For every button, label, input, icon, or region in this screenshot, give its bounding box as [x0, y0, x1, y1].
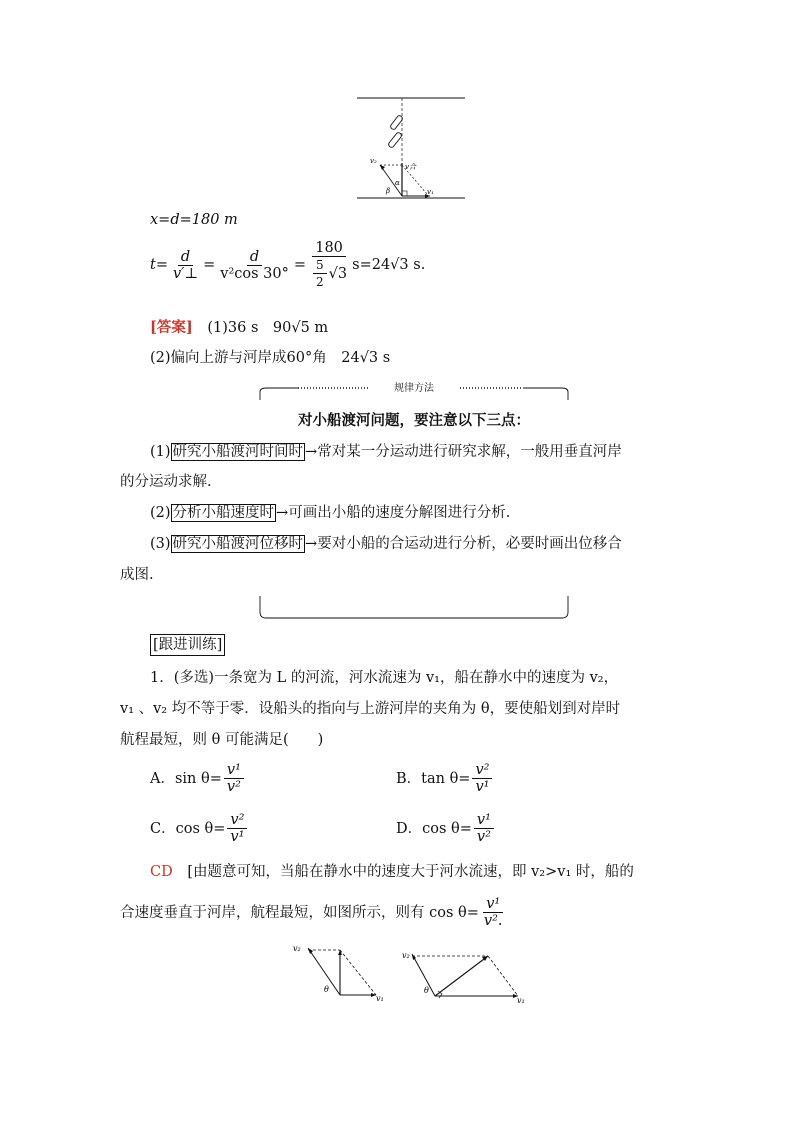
frac3-num: 180 [312, 240, 346, 257]
option-b-den: v¹ [475, 779, 490, 795]
fig1-beta-label: β [386, 187, 391, 195]
answer-line-2: (2)偏向上游与河岸成60°角 24√3 s [150, 350, 391, 366]
x-equation: x=d=180 m [150, 212, 238, 228]
rule-item1-prefix: (1) [150, 444, 171, 460]
option-d-num: v¹ [474, 812, 494, 829]
option-c-label: C．cos θ= [150, 820, 226, 837]
practice-tag: [跟进训练] [150, 634, 225, 656]
frac3-root: √3 [328, 265, 348, 282]
option-d-label: D．cos θ= [396, 820, 472, 837]
rule-item3-key: 研究小船渡河位移时 [172, 536, 304, 552]
fig1-alpha-label: α [395, 179, 400, 187]
option-b[interactable] [396, 762, 494, 795]
solution-frac [481, 896, 506, 929]
frac3-den [308, 257, 350, 290]
fig-left-v2: v₂ [293, 944, 301, 953]
eq-sign-1: = [203, 257, 216, 273]
rule-item-1-cont: 的分运动求解. [120, 474, 212, 490]
frac2-num: d [247, 249, 262, 266]
t-prefix: t= [150, 257, 168, 273]
rule-item2-key: 分析小船速度时 [172, 505, 275, 521]
fig1-v2-label: v₂ [370, 157, 377, 165]
option-a[interactable] [150, 762, 246, 795]
question-line-3: 航程最短，则 θ 可能满足( ) [120, 732, 324, 748]
fraction-180 [308, 240, 350, 290]
option-c-den: v¹ [230, 829, 245, 845]
t-equation [150, 240, 425, 290]
fraction-d-over-vcos [217, 249, 292, 282]
rule-header: 规律方法 [394, 383, 434, 394]
fraction-d-over-vperp [170, 249, 201, 282]
rule-item1-key: 研究小船渡河时间时 [172, 444, 304, 460]
solution-figure-left [290, 942, 390, 1004]
solution-frac-num: v¹ [483, 896, 503, 913]
solution-text-1: [由题意可知，当船在静水中的速度大于河水流速，即 v₂>v₁ 时，船的 [187, 864, 634, 880]
rule-item-1 [150, 442, 622, 462]
fig1-v1-label: v₁ [427, 188, 434, 196]
option-d[interactable] [396, 812, 496, 845]
solution-text-2: 合速度垂直于河岸，航程最短，如图所示，则有 cos θ= [120, 904, 479, 921]
solution-frac-den: v². [483, 913, 503, 929]
fig-left-theta: θ [324, 985, 329, 994]
option-a-den: v² [226, 779, 241, 795]
fig1-vhe-label: v合 [405, 163, 416, 171]
frac3-inner-num: 5 [313, 257, 327, 274]
frac3-inner-den: 2 [316, 275, 324, 289]
answer-part1: (1)36 s 90√5 m [207, 320, 329, 336]
option-b-num: v² [472, 762, 492, 779]
frac1-den: v′⊥ [172, 265, 199, 282]
eq-sign-2: = [293, 257, 307, 273]
fig-right-v1: v₁ [517, 996, 525, 1005]
frac3-inner [313, 257, 327, 290]
solution-figure-right [400, 948, 530, 1006]
rule-item-2 [150, 503, 510, 523]
rule-item3-rest: →要对小船的合运动进行分析，必要时画出位移合 [305, 536, 622, 552]
option-c-num: v² [227, 812, 247, 829]
rule-box-bottom-border [258, 594, 570, 622]
t-tail: s=24√3 s. [352, 257, 426, 273]
option-a-frac [224, 762, 244, 795]
answer-line-1 [150, 318, 328, 338]
rule-item1-rest: →常对某一分运动进行研究求解，一般用垂直河岸 [305, 444, 622, 460]
rule-item3-prefix: (3) [150, 536, 171, 552]
question-line-1: 1．(多选)一条宽为 L 的河流，河水流速为 v₁，船在静水中的速度为 v₂， [150, 670, 619, 686]
rule-item-3-cont: 成图. [120, 567, 154, 583]
rule-title: 对小船渡河问题，要注意以下三点： [298, 412, 530, 429]
option-d-den: v² [476, 829, 491, 845]
option-b-label: B．tan θ= [396, 770, 471, 787]
solution-line-2 [120, 896, 508, 929]
rule-item2-prefix: (2) [150, 505, 171, 521]
frac1-num: d [178, 249, 193, 266]
question-line-2: v₁ 、v₂ 均不等于零．设船头的指向与上游河岸的夹角为 θ，要使船划到对岸时 [120, 701, 621, 717]
option-c[interactable] [150, 812, 249, 845]
option-a-num: v¹ [224, 762, 244, 779]
option-d-frac [474, 812, 494, 845]
frac2-den: v²cos 30° [220, 265, 289, 282]
solution-answer: CD [150, 864, 173, 880]
rule-item-3 [150, 534, 622, 554]
fig-left-v1: v₁ [376, 994, 384, 1003]
fig-right-theta: θ [424, 986, 429, 995]
answer-tag: [答案] [150, 319, 193, 336]
river-crossing-figure [355, 95, 470, 203]
option-a-label: A．sin θ= [150, 770, 222, 787]
rule-item2-rest: →可画出小船的速度分解图进行分析. [276, 505, 511, 521]
option-c-frac [227, 812, 247, 845]
fig-right-v2: v₂ [402, 951, 410, 960]
option-b-frac [472, 762, 492, 795]
solution-line-1 [150, 862, 634, 882]
